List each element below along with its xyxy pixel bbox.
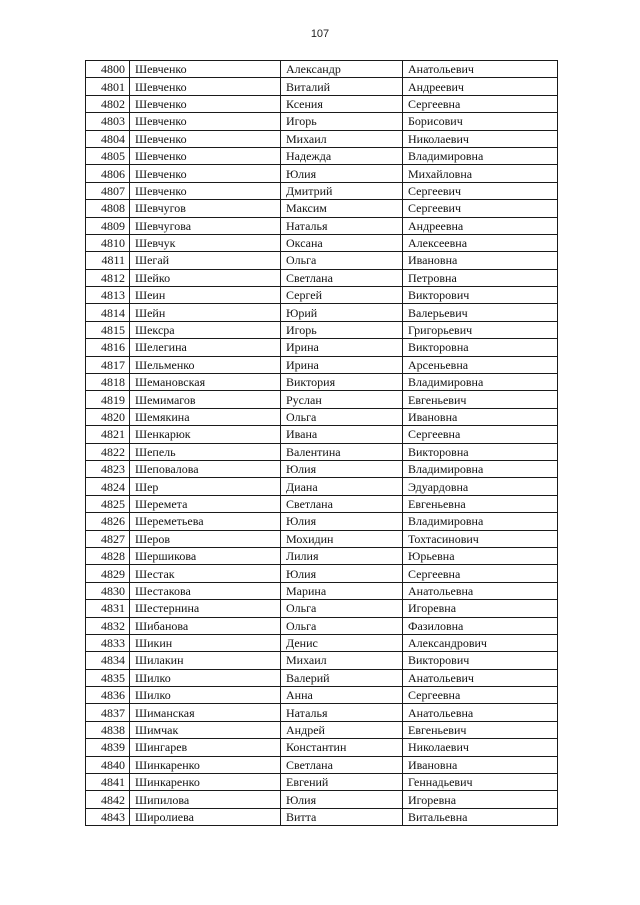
last-name-cell: Шиманская	[130, 704, 281, 721]
patronymic-cell: Сергеевич	[403, 200, 558, 217]
table-row	[86, 426, 558, 443]
row-number-cell: 4814	[86, 304, 130, 321]
table-row	[86, 617, 558, 634]
last-name-cell: Шеповалова	[130, 460, 281, 477]
patronymic-cell: Игоревна	[403, 791, 558, 808]
first-name-cell: Юлия	[281, 460, 403, 477]
patronymic-cell: Анатольевна	[403, 704, 558, 721]
row-number-cell: 4816	[86, 339, 130, 356]
patronymic-cell: Михайловна	[403, 165, 558, 182]
first-name-cell: Мохидин	[281, 530, 403, 547]
last-name-cell: Шемановская	[130, 374, 281, 391]
last-name-cell: Шегай	[130, 252, 281, 269]
row-number-cell: 4802	[86, 95, 130, 112]
last-name-cell: Шестак	[130, 565, 281, 582]
first-name-cell: Андрей	[281, 721, 403, 738]
table-row	[86, 113, 558, 130]
last-name-cell: Шестернина	[130, 600, 281, 617]
last-name-cell: Шеин	[130, 287, 281, 304]
patronymic-cell: Сергеевич	[403, 182, 558, 199]
patronymic-cell: Юрьевна	[403, 547, 558, 564]
last-name-cell: Шер	[130, 478, 281, 495]
row-number-cell: 4812	[86, 269, 130, 286]
last-name-cell: Шилакин	[130, 652, 281, 669]
row-number-cell: 4804	[86, 130, 130, 147]
table-row	[86, 339, 558, 356]
patronymic-cell: Викторович	[403, 287, 558, 304]
table-row	[86, 739, 558, 756]
last-name-cell: Шельменко	[130, 356, 281, 373]
row-number-cell: 4834	[86, 652, 130, 669]
first-name-cell: Виктория	[281, 374, 403, 391]
last-name-cell: Шевченко	[130, 61, 281, 78]
first-name-cell: Анна	[281, 687, 403, 704]
row-number-cell: 4808	[86, 200, 130, 217]
table-row	[86, 774, 558, 791]
table-row	[86, 513, 558, 530]
table-row	[86, 704, 558, 721]
first-name-cell: Максим	[281, 200, 403, 217]
row-number-cell: 4824	[86, 478, 130, 495]
table-row	[86, 234, 558, 251]
first-name-cell: Юлия	[281, 791, 403, 808]
last-name-cell: Шилко	[130, 669, 281, 686]
row-number-cell: 4810	[86, 234, 130, 251]
last-name-cell: Шеров	[130, 530, 281, 547]
patronymic-cell: Владимировна	[403, 147, 558, 164]
table-row	[86, 147, 558, 164]
table-row	[86, 374, 558, 391]
row-number-cell: 4843	[86, 808, 130, 825]
first-name-cell: Ольга	[281, 252, 403, 269]
first-name-cell: Игорь	[281, 321, 403, 338]
name-list-table	[85, 60, 558, 826]
table-row	[86, 495, 558, 512]
patronymic-cell: Тохтасинович	[403, 530, 558, 547]
patronymic-cell: Евгеньевич	[403, 721, 558, 738]
patronymic-cell: Алексеевна	[403, 234, 558, 251]
first-name-cell: Константин	[281, 739, 403, 756]
row-number-cell: 4813	[86, 287, 130, 304]
row-number-cell: 4838	[86, 721, 130, 738]
last-name-cell: Шемимагов	[130, 391, 281, 408]
patronymic-cell: Арсеньевна	[403, 356, 558, 373]
row-number-cell: 4820	[86, 408, 130, 425]
last-name-cell: Шевченко	[130, 147, 281, 164]
table-row	[86, 530, 558, 547]
table-row	[86, 165, 558, 182]
row-number-cell: 4842	[86, 791, 130, 808]
patronymic-cell: Евгеньевна	[403, 495, 558, 512]
table-row	[86, 252, 558, 269]
row-number-cell: 4817	[86, 356, 130, 373]
last-name-cell: Шевченко	[130, 165, 281, 182]
table-row	[86, 182, 558, 199]
patronymic-cell: Сергеевна	[403, 95, 558, 112]
table-row	[86, 582, 558, 599]
table-row	[86, 687, 558, 704]
first-name-cell: Валерий	[281, 669, 403, 686]
table-row	[86, 287, 558, 304]
first-name-cell: Дмитрий	[281, 182, 403, 199]
first-name-cell: Ольга	[281, 600, 403, 617]
row-number-cell: 4840	[86, 756, 130, 773]
first-name-cell: Диана	[281, 478, 403, 495]
table-row	[86, 217, 558, 234]
table-row	[86, 356, 558, 373]
patronymic-cell: Игоревна	[403, 600, 558, 617]
first-name-cell: Михаил	[281, 652, 403, 669]
patronymic-cell: Ивановна	[403, 252, 558, 269]
table-row	[86, 78, 558, 95]
patronymic-cell: Витальевна	[403, 808, 558, 825]
first-name-cell: Надежда	[281, 147, 403, 164]
table-row	[86, 460, 558, 477]
patronymic-cell: Николаевич	[403, 130, 558, 147]
first-name-cell: Руслан	[281, 391, 403, 408]
table-row	[86, 443, 558, 460]
first-name-cell: Юлия	[281, 513, 403, 530]
table-row	[86, 130, 558, 147]
table-row	[86, 95, 558, 112]
table-row	[86, 721, 558, 738]
first-name-cell: Ирина	[281, 356, 403, 373]
table-row	[86, 652, 558, 669]
page-number: 107	[310, 28, 330, 40]
row-number-cell: 4800	[86, 61, 130, 78]
first-name-cell: Михаил	[281, 130, 403, 147]
last-name-cell: Шевчугова	[130, 217, 281, 234]
first-name-cell: Лилия	[281, 547, 403, 564]
row-number-cell: 4809	[86, 217, 130, 234]
row-number-cell: 4822	[86, 443, 130, 460]
patronymic-cell: Ивановна	[403, 756, 558, 773]
row-number-cell: 4807	[86, 182, 130, 199]
first-name-cell: Светлана	[281, 756, 403, 773]
patronymic-cell: Анатольевич	[403, 61, 558, 78]
last-name-cell: Шейн	[130, 304, 281, 321]
row-number-cell: 4803	[86, 113, 130, 130]
row-number-cell: 4833	[86, 634, 130, 651]
last-name-cell: Шенкарюк	[130, 426, 281, 443]
first-name-cell: Сергей	[281, 287, 403, 304]
table-row	[86, 565, 558, 582]
first-name-cell: Евгений	[281, 774, 403, 791]
first-name-cell: Ольга	[281, 617, 403, 634]
first-name-cell: Юлия	[281, 165, 403, 182]
last-name-cell: Шексра	[130, 321, 281, 338]
row-number-cell: 4801	[86, 78, 130, 95]
row-number-cell: 4827	[86, 530, 130, 547]
name-list-body	[86, 61, 558, 826]
patronymic-cell: Викторович	[403, 652, 558, 669]
last-name-cell: Шевченко	[130, 130, 281, 147]
row-number-cell: 4839	[86, 739, 130, 756]
last-name-cell: Шейко	[130, 269, 281, 286]
row-number-cell: 4831	[86, 600, 130, 617]
first-name-cell: Юрий	[281, 304, 403, 321]
first-name-cell: Ивана	[281, 426, 403, 443]
row-number-cell: 4806	[86, 165, 130, 182]
last-name-cell: Шереметьева	[130, 513, 281, 530]
table-row	[86, 269, 558, 286]
last-name-cell: Шепель	[130, 443, 281, 460]
first-name-cell: Ксения	[281, 95, 403, 112]
row-number-cell: 4805	[86, 147, 130, 164]
row-number-cell: 4832	[86, 617, 130, 634]
table-row	[86, 200, 558, 217]
patronymic-cell: Владимировна	[403, 513, 558, 530]
patronymic-cell: Андреевич	[403, 78, 558, 95]
last-name-cell: Шершикова	[130, 547, 281, 564]
last-name-cell: Шинкаренко	[130, 774, 281, 791]
patronymic-cell: Сергеевна	[403, 687, 558, 704]
last-name-cell: Шипилова	[130, 791, 281, 808]
first-name-cell: Александр	[281, 61, 403, 78]
patronymic-cell: Викторовна	[403, 339, 558, 356]
patronymic-cell: Владимировна	[403, 460, 558, 477]
last-name-cell: Шикин	[130, 634, 281, 651]
patronymic-cell: Владимировна	[403, 374, 558, 391]
first-name-cell: Валентина	[281, 443, 403, 460]
first-name-cell: Денис	[281, 634, 403, 651]
first-name-cell: Наталья	[281, 217, 403, 234]
row-number-cell: 4819	[86, 391, 130, 408]
patronymic-cell: Александрович	[403, 634, 558, 651]
last-name-cell: Шестакова	[130, 582, 281, 599]
row-number-cell: 4821	[86, 426, 130, 443]
row-number-cell: 4818	[86, 374, 130, 391]
last-name-cell: Шемякина	[130, 408, 281, 425]
table-row	[86, 61, 558, 78]
patronymic-cell: Андреевна	[403, 217, 558, 234]
row-number-cell: 4841	[86, 774, 130, 791]
table-row	[86, 478, 558, 495]
table-row	[86, 321, 558, 338]
table-row	[86, 791, 558, 808]
last-name-cell: Шибанова	[130, 617, 281, 634]
patronymic-cell: Анатольевна	[403, 582, 558, 599]
first-name-cell: Оксана	[281, 234, 403, 251]
last-name-cell: Широлиева	[130, 808, 281, 825]
row-number-cell: 4811	[86, 252, 130, 269]
patronymic-cell: Григорьевич	[403, 321, 558, 338]
row-number-cell: 4825	[86, 495, 130, 512]
table-row	[86, 391, 558, 408]
last-name-cell: Шелегина	[130, 339, 281, 356]
last-name-cell: Шимчак	[130, 721, 281, 738]
patronymic-cell: Петровна	[403, 269, 558, 286]
patronymic-cell: Евгеньевич	[403, 391, 558, 408]
first-name-cell: Юлия	[281, 565, 403, 582]
patronymic-cell: Анатольевич	[403, 669, 558, 686]
row-number-cell: 4835	[86, 669, 130, 686]
last-name-cell: Шевченко	[130, 78, 281, 95]
table-row	[86, 547, 558, 564]
first-name-cell: Виталий	[281, 78, 403, 95]
last-name-cell: Шевченко	[130, 182, 281, 199]
last-name-cell: Шевчугов	[130, 200, 281, 217]
table-row	[86, 634, 558, 651]
patronymic-cell: Сергеевна	[403, 426, 558, 443]
patronymic-cell: Николаевич	[403, 739, 558, 756]
row-number-cell: 4826	[86, 513, 130, 530]
row-number-cell: 4823	[86, 460, 130, 477]
row-number-cell: 4837	[86, 704, 130, 721]
last-name-cell: Шилко	[130, 687, 281, 704]
row-number-cell: 4836	[86, 687, 130, 704]
patronymic-cell: Сергеевна	[403, 565, 558, 582]
first-name-cell: Марина	[281, 582, 403, 599]
patronymic-cell: Валерьевич	[403, 304, 558, 321]
last-name-cell: Шевченко	[130, 113, 281, 130]
table-row	[86, 808, 558, 825]
patronymic-cell: Борисович	[403, 113, 558, 130]
table-row	[86, 408, 558, 425]
last-name-cell: Шеремета	[130, 495, 281, 512]
first-name-cell: Светлана	[281, 495, 403, 512]
row-number-cell: 4829	[86, 565, 130, 582]
patronymic-cell: Геннадьевич	[403, 774, 558, 791]
first-name-cell: Ольга	[281, 408, 403, 425]
patronymic-cell: Ивановна	[403, 408, 558, 425]
row-number-cell: 4815	[86, 321, 130, 338]
first-name-cell: Ирина	[281, 339, 403, 356]
row-number-cell: 4828	[86, 547, 130, 564]
patronymic-cell: Викторовна	[403, 443, 558, 460]
first-name-cell: Наталья	[281, 704, 403, 721]
table-row	[86, 600, 558, 617]
first-name-cell: Светлана	[281, 269, 403, 286]
last-name-cell: Шевченко	[130, 95, 281, 112]
table-row	[86, 304, 558, 321]
table-row	[86, 669, 558, 686]
last-name-cell: Шингарев	[130, 739, 281, 756]
first-name-cell: Игорь	[281, 113, 403, 130]
table-row	[86, 756, 558, 773]
patronymic-cell: Фазиловна	[403, 617, 558, 634]
first-name-cell: Витта	[281, 808, 403, 825]
row-number-cell: 4830	[86, 582, 130, 599]
last-name-cell: Шевчук	[130, 234, 281, 251]
last-name-cell: Шинкаренко	[130, 756, 281, 773]
patronymic-cell: Эдуардовна	[403, 478, 558, 495]
